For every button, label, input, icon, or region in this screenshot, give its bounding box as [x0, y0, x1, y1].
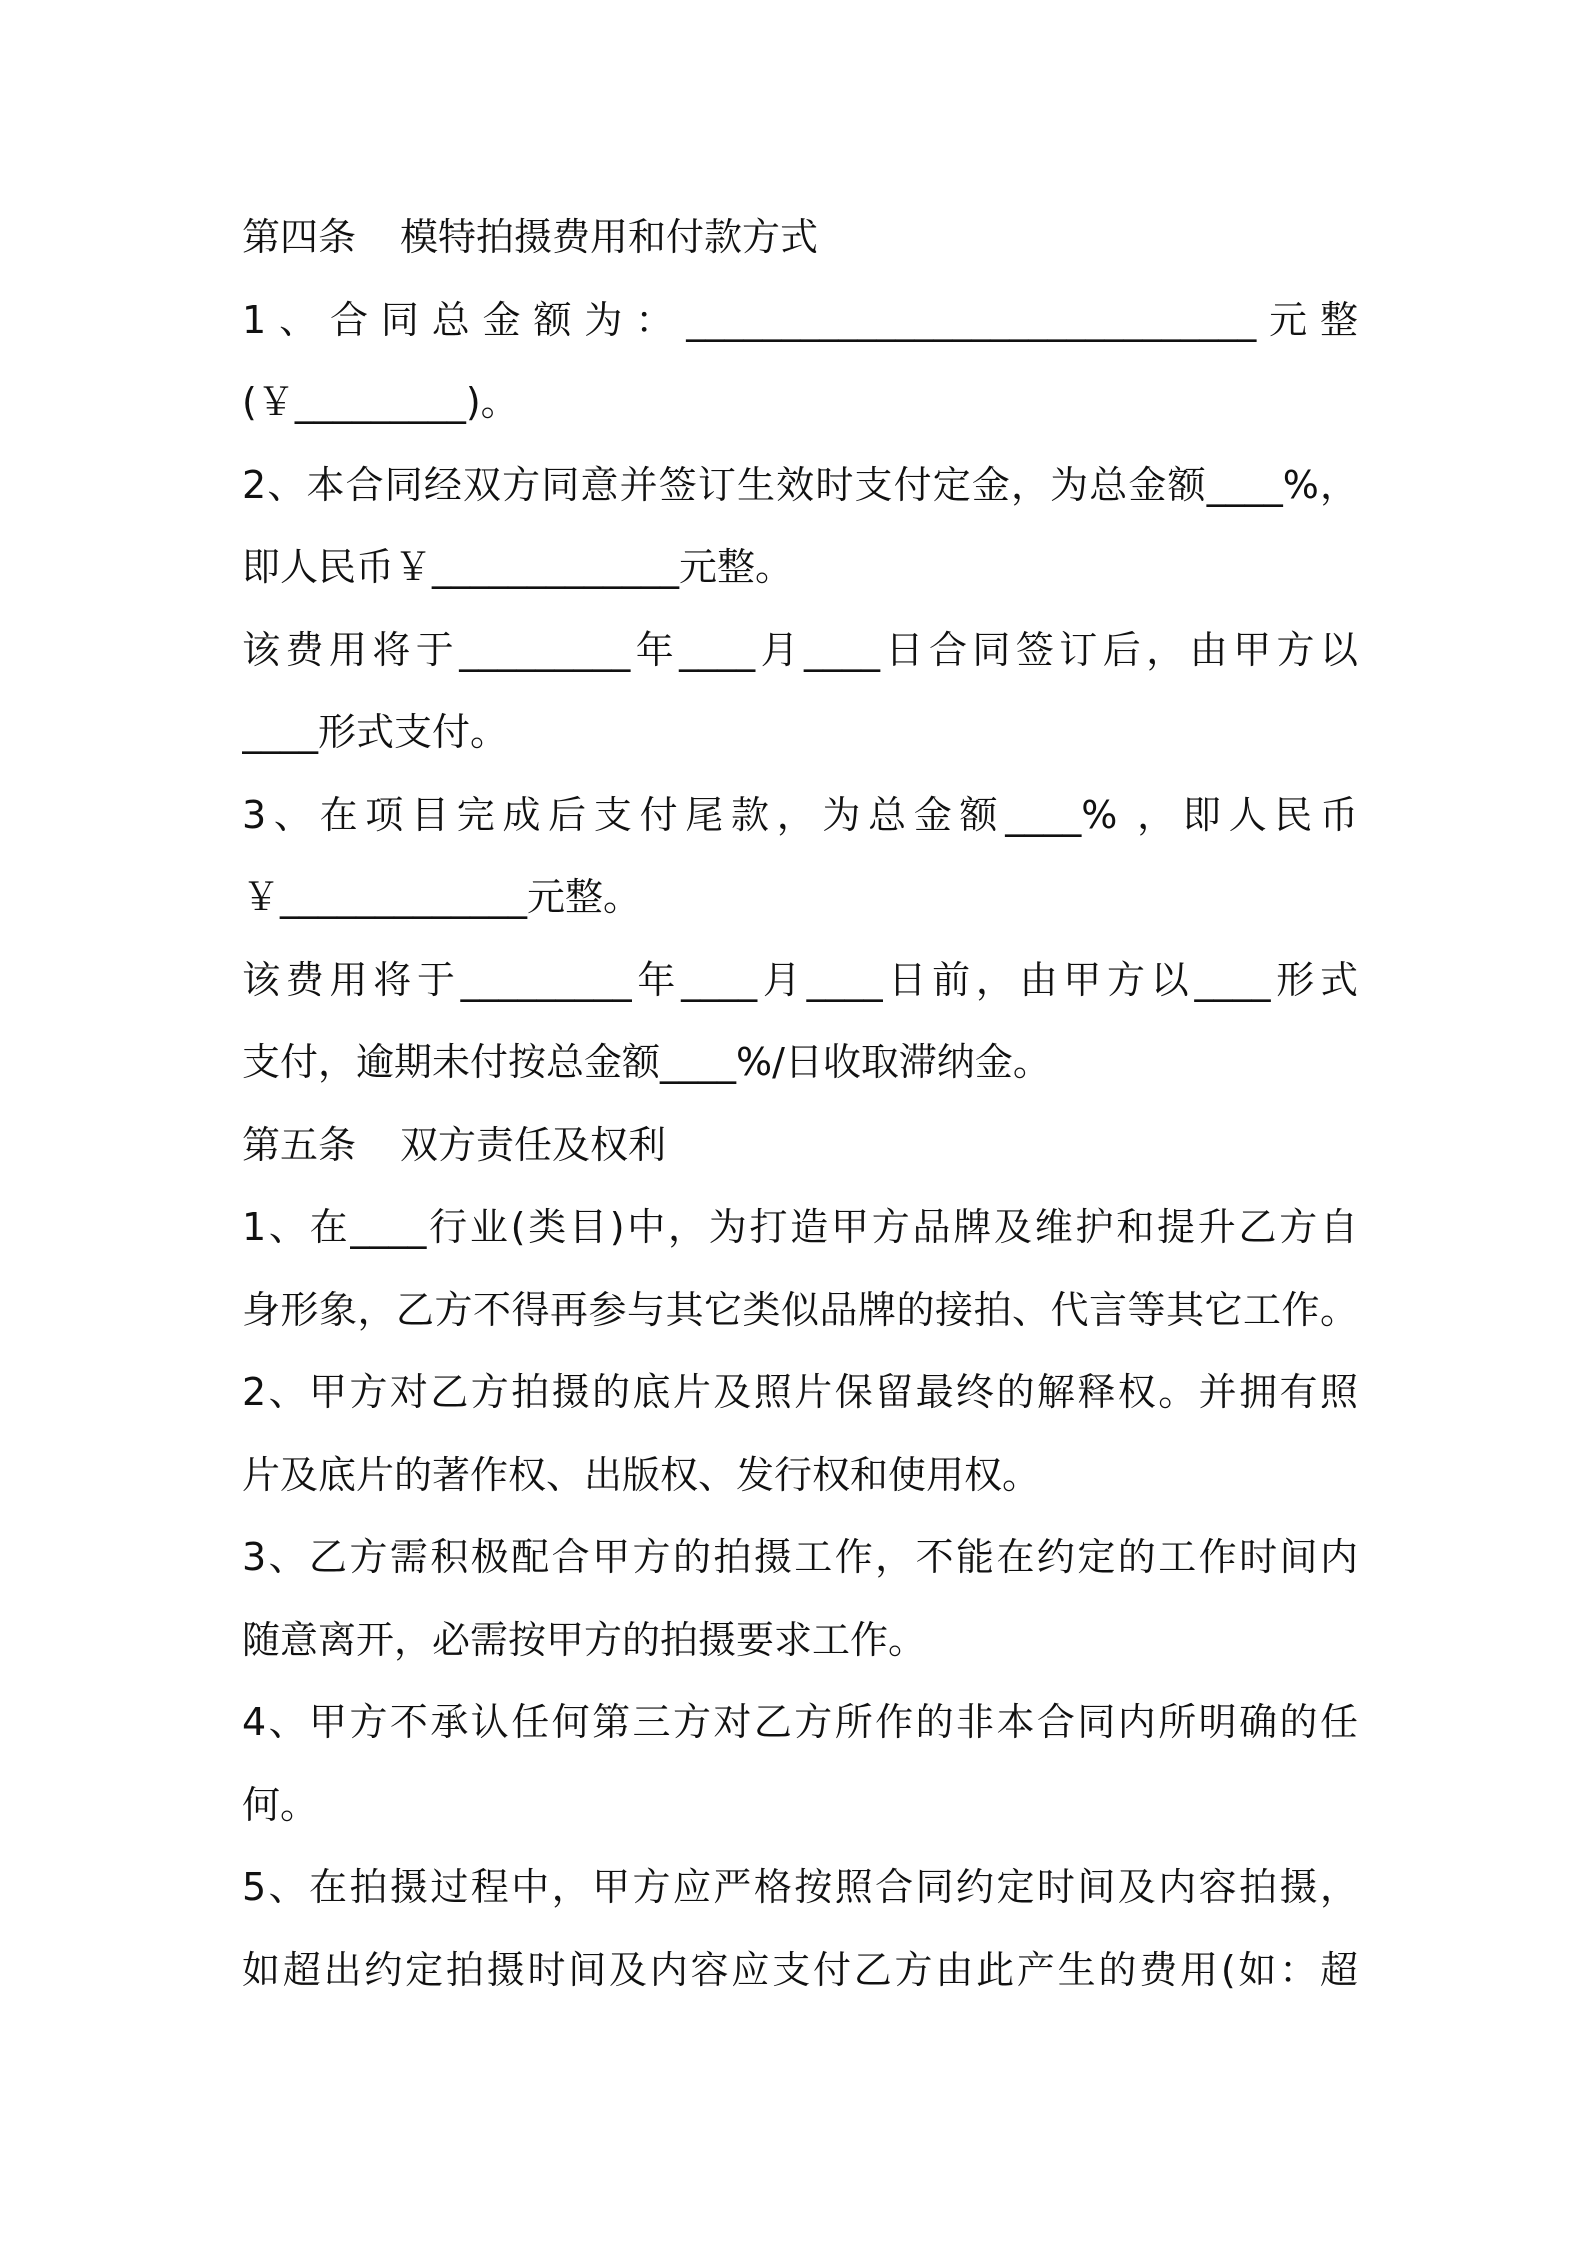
- section-4-line-2: (￥_________)。: [242, 380, 519, 424]
- section-4-line-1: 1、合同总金额为：______________________________元整: [242, 297, 1358, 342]
- section-4-number: 第四条: [242, 215, 357, 259]
- section-4-line-5: 该费用将于_________年____月____日合同签订后，由甲方以: [242, 627, 1358, 672]
- section-5-line-4: 片及底片的著作权、出版权、发行权和使用权。: [242, 1452, 1041, 1497]
- section-4-line-3: 2、本合同经双方同意并签订生效时支付定金，为总金额____%，: [242, 462, 1358, 507]
- section-4-line-8: ￥_____________元整。: [242, 875, 642, 919]
- section-5-line-10: 如超出约定拍摄时间及内容应支付乙方由此产生的费用(如：超: [242, 1947, 1358, 1992]
- section-5-line-6: 随意离开，必需按甲方的拍摄要求工作。: [242, 1617, 927, 1662]
- section-5-line-5: 3、乙方需积极配合甲方的拍摄工作，不能在约定的工作时间内: [242, 1535, 1358, 1579]
- section-5-line-2: 身形象，乙方不得再参与其它类似品牌的接拍、代言等其它工作。: [242, 1287, 1358, 1332]
- section-5-line-9: 5、在拍摄过程中，甲方应严格按照合同约定时间及内容拍摄，: [242, 1865, 1358, 1909]
- section-4-heading: [242, 196, 1358, 279]
- section-5-title: 双方责任及权利: [400, 1122, 667, 1167]
- section-5-number: 第五条: [242, 1122, 357, 1167]
- section-5-line-3: 2、甲方对乙方拍摄的底片及照片保留最终的解释权。并拥有照: [242, 1370, 1358, 1414]
- section-5-line-1: 1、在____行业(类目)中，为打造甲方品牌及维护和提升乙方自: [242, 1205, 1358, 1249]
- section-4-line-7: 3、在项目完成后支付尾款，为总金额____% ，即人民币: [242, 792, 1358, 837]
- section-4-line-10: 支付，逾期未付按总金额____%/日收取滞纳金。: [242, 1040, 1051, 1084]
- section-5-line-7: 4、甲方不承认任何第三方对乙方所作的非本合同内所明确的任: [242, 1700, 1358, 1744]
- section-4-line-9: 该费用将于_________年____月____日前，由甲方以____形式: [242, 957, 1358, 1002]
- section-4-line-6: ____形式支付。: [242, 710, 509, 754]
- section-4-line-4: 即人民币￥_____________元整。: [242, 545, 794, 589]
- contract-body: [242, 196, 1358, 2011]
- section-5-heading: [242, 1104, 1358, 1187]
- section-5-line-8: 何。: [242, 1782, 319, 1827]
- section-4-title: 模特拍摄费用和付款方式: [400, 215, 819, 259]
